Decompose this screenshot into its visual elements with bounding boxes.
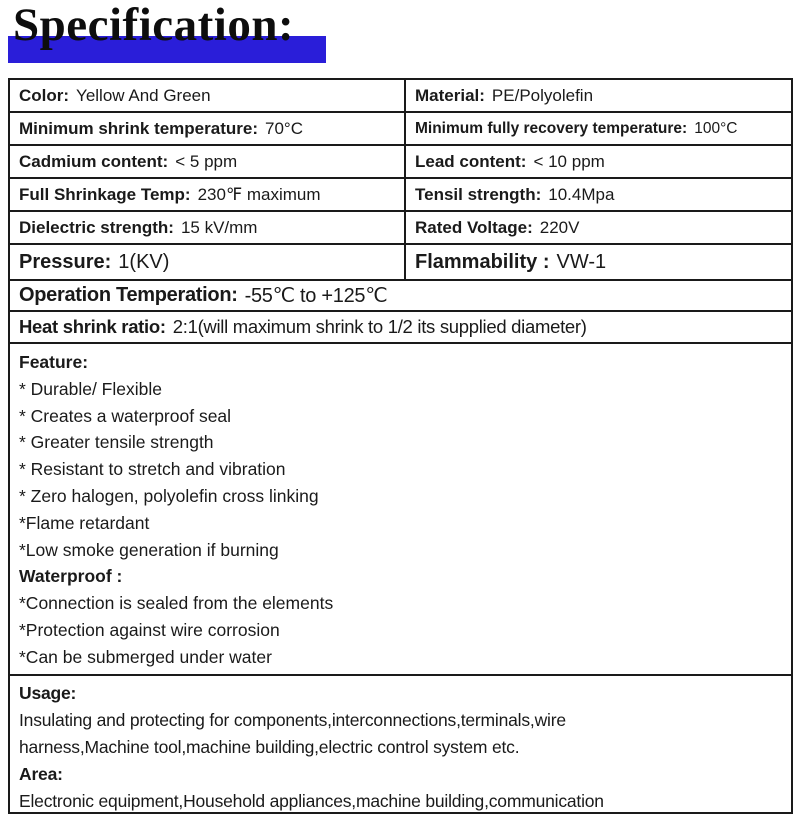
- spec-value: 10.4Mpa: [548, 184, 615, 204]
- spec-value: PE/Polyolefin: [491, 85, 594, 105]
- area-line: Electronic equipment,Household appliances,machine building,communication: [19, 791, 604, 811]
- spec-value: 230℉ maximum: [197, 184, 321, 204]
- spec-label: Minimum fully recovery temperature:: [415, 119, 688, 137]
- spec-cell-flammability: [406, 245, 791, 279]
- feature-item: * Resistant to stretch and vibration: [19, 459, 286, 480]
- spec-cell-lead: [406, 146, 791, 177]
- table-row: [10, 179, 791, 212]
- spec-value: 100°C: [694, 119, 738, 137]
- feature-section: [10, 344, 791, 676]
- usage-line: harness,Machine tool,machine building,electric control system etc.: [19, 737, 520, 757]
- spec-label: Material:: [415, 85, 485, 105]
- table-row: [10, 281, 791, 312]
- spec-value: < 10 ppm: [533, 151, 605, 171]
- area-heading: Area:: [19, 764, 63, 784]
- spec-value: < 5 ppm: [175, 151, 238, 171]
- spec-label: Color:: [19, 85, 70, 105]
- spec-cell-operation-temp: [10, 281, 791, 310]
- spec-label: Flammability :: [415, 250, 550, 273]
- table-row: [10, 312, 791, 344]
- spec-cell-material: [406, 80, 791, 111]
- spec-label: Rated Voltage:: [415, 217, 533, 237]
- spec-cell-full-shrinkage: [10, 179, 406, 210]
- spec-label: Full Shrinkage Temp:: [19, 184, 191, 204]
- spec-label: Cadmium content:: [19, 151, 169, 171]
- spec-label: Minimum shrink temperature:: [19, 118, 258, 138]
- spec-label: Operation Temperation:: [19, 284, 238, 306]
- feature-item: * Zero halogen, polyolefin cross linking: [19, 485, 319, 506]
- spec-cell-cadmium: [10, 146, 406, 177]
- spec-value: Yellow And Green: [76, 85, 211, 105]
- waterproof-item: *Can be submerged under water: [19, 646, 272, 667]
- feature-item: * Creates a waterproof seal: [19, 405, 232, 426]
- feature-item: * Durable/ Flexible: [19, 378, 162, 399]
- spec-cell-voltage: [406, 212, 791, 243]
- feature-item: *Low smoke generation if burning: [19, 539, 279, 560]
- spec-value: 70°C: [265, 118, 303, 138]
- feature-item: * Greater tensile strength: [19, 432, 214, 453]
- spec-value: -55℃ to +125℃: [244, 285, 388, 307]
- spec-label: Tensil strength:: [415, 184, 542, 204]
- spec-cell-tensil: [406, 179, 791, 210]
- feature-item: *Flame retardant: [19, 512, 150, 533]
- spec-value: 15 kV/mm: [180, 217, 258, 237]
- spec-value: 2:1(will maximum shrink to 1/2 its supplied diameter): [172, 316, 587, 337]
- spec-value: VW-1: [556, 250, 607, 273]
- spec-label: Lead content:: [415, 151, 527, 171]
- feature-heading: Feature:: [19, 352, 89, 372]
- spec-cell-pressure: [10, 245, 406, 279]
- spec-cell-dielectric: [10, 212, 406, 243]
- spec-cell-color: [10, 80, 406, 111]
- page-title: Specification:: [13, 0, 295, 51]
- spec-cell-min-shrink-temp: [10, 113, 406, 144]
- spec-label: Pressure:: [19, 250, 112, 273]
- specification-table: [8, 78, 793, 814]
- waterproof-item: *Connection is sealed from the elements: [19, 593, 334, 614]
- spec-cell-shrink-ratio: [10, 312, 791, 342]
- waterproof-item: *Protection against wire corrosion: [19, 619, 280, 640]
- spec-cell-min-recovery-temp: [406, 113, 791, 144]
- table-row: [10, 146, 791, 179]
- usage-heading: Usage:: [19, 683, 77, 703]
- spec-value: 220V: [539, 217, 580, 237]
- table-row: [10, 113, 791, 146]
- table-row: [10, 245, 791, 281]
- spec-label: Heat shrink ratio:: [19, 316, 166, 337]
- table-row: [10, 80, 791, 113]
- waterproof-heading: Waterproof :: [19, 566, 123, 587]
- usage-section: [10, 676, 791, 812]
- usage-line: Insulating and protecting for components,interconnections,terminals,wire: [19, 710, 566, 730]
- table-row: [10, 212, 791, 245]
- spec-label: Dielectric strength:: [19, 217, 174, 237]
- spec-value: 1(KV): [118, 250, 170, 273]
